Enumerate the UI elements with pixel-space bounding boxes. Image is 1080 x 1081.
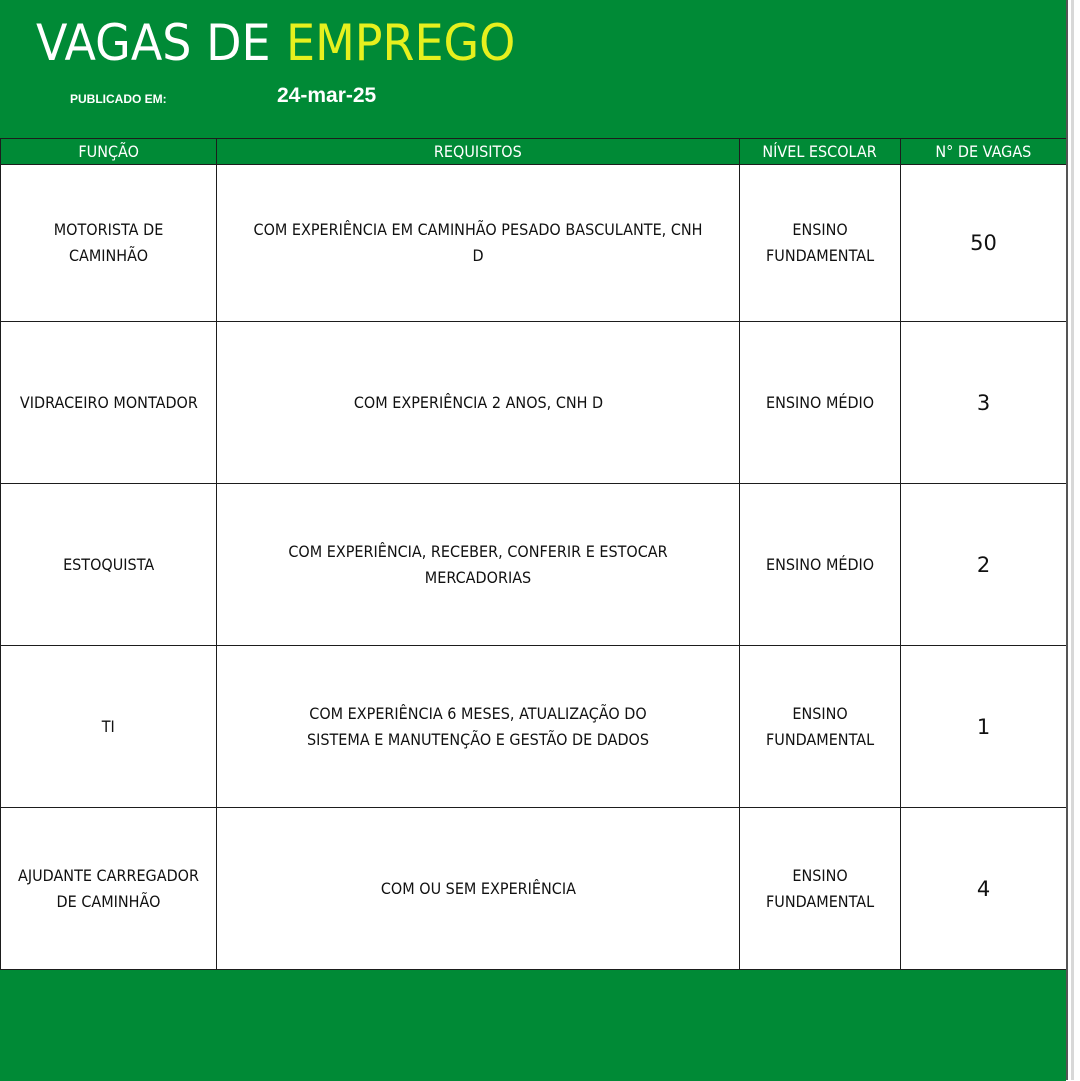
column-header-funcao: FUNÇÃO xyxy=(1,139,217,165)
cell-funcao: AJUDANTE CARREGADOR DE CAMINHÃO xyxy=(1,808,217,970)
published-date: 24-mar-25 xyxy=(277,84,377,107)
table-row xyxy=(1,165,1067,322)
cell-vagas: 4 xyxy=(901,808,1067,970)
cell-vagas: 3 xyxy=(901,322,1067,484)
table-row xyxy=(1,322,1067,484)
sheet-edge-margin xyxy=(1074,0,1080,1080)
cell-nivel: ENSINO FUNDAMENTAL xyxy=(740,165,901,322)
table-row xyxy=(1,484,1067,646)
cell-nivel: ENSINO MÉDIO xyxy=(740,322,901,484)
cell-requisitos: COM EXPERIÊNCIA 6 MESES, ATUALIZAÇÃO DO SISTEMA E MANUTENÇÃO E GESTÃO DE DADOS xyxy=(217,646,740,808)
cell-funcao: MOTORISTA DE CAMINHÃO xyxy=(1,165,217,322)
published-label: PUBLICADO EM: xyxy=(70,92,167,106)
cell-requisitos: COM EXPERIÊNCIA, RECEBER, CONFERIR E ESTOCAR MERCADORIAS xyxy=(217,484,740,646)
cell-requisitos: COM EXPERIÊNCIA 2 ANOS, CNH D xyxy=(217,322,740,484)
table-header-row xyxy=(1,139,1067,165)
cell-vagas: 2 xyxy=(901,484,1067,646)
cell-nivel: ENSINO FUNDAMENTAL xyxy=(740,808,901,970)
header-banner xyxy=(0,0,1066,138)
cell-requisitos: COM OU SEM EXPERIÊNCIA xyxy=(217,808,740,970)
cell-vagas: 1 xyxy=(901,646,1067,808)
cell-funcao: VIDRACEIRO MONTADOR xyxy=(1,322,217,484)
cell-funcao: TI xyxy=(1,646,217,808)
cell-funcao: ESTOQUISTA xyxy=(1,484,217,646)
cell-vagas: 50 xyxy=(901,165,1067,322)
cell-nivel: ENSINO FUNDAMENTAL xyxy=(740,646,901,808)
sheet-edge-line xyxy=(1066,0,1068,1080)
column-header-vagas: N° DE VAGAS xyxy=(901,139,1067,165)
footer-band xyxy=(0,969,1066,1081)
column-header-requisitos: REQUISITOS xyxy=(217,139,740,165)
cell-requisitos: COM EXPERIÊNCIA EM CAMINHÃO PESADO BASCULANTE, CNH D xyxy=(217,165,740,322)
column-header-nivel: NÍVEL ESCOLAR xyxy=(740,139,901,165)
jobs-table xyxy=(0,138,1067,970)
title-emprego: EMPREGO xyxy=(286,14,516,72)
table-row xyxy=(1,808,1067,970)
title-vagas-de: VAGAS DE xyxy=(36,14,271,72)
cell-nivel: ENSINO MÉDIO xyxy=(740,484,901,646)
table-row xyxy=(1,646,1067,808)
